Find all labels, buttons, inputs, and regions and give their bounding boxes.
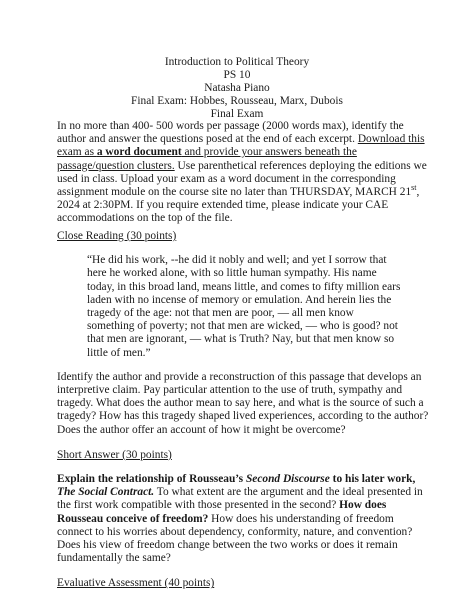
short-answer-question: Explain the relationship of Rousseau’s Second Discourse to his later work, The Social Contract. To what extent are the argument and the ideal presented in the first work compatible with those presented in the second? How does Rousseau conceive of freedom? How does his understanding of freedom connect to his worries about dependency, conformity, nature, and convention? Does his view of freedom change between the two works or does it remain fundamentally the same? xyxy=(57,473,423,565)
short-answer-heading: Short Answer (30 points) xyxy=(57,448,172,461)
exam-body xyxy=(57,120,429,591)
exam-title: Final Exam: Hobbes, Rousseau, Marx, Dubois xyxy=(131,95,343,107)
second-discourse-title: Second Discourse xyxy=(245,473,330,486)
social-contract-title: The Social Contract. xyxy=(57,486,155,499)
evaluative-heading: Evaluative Assessment (40 points) xyxy=(57,577,215,590)
close-reading-question: Identify the author and provide a reconstruction of this passage that develops an interpretive claim. Pay particular attention to the use of truth, sympathy and tragedy. What does the author mean to say here, and what is the source of such a tragedy? How has this tragedy shaped lived experiences, according to the author? Does the author offer an account of how it might be overcome? xyxy=(57,370,429,436)
instructions-paragraph: In no more than 400- 500 words per passage (2000 words max), identify the author and answer the questions posed at the end of each excerpt. Download this exam as a word document and provide your answers beneath the passage/question clusters. Use parenthetical references deploying the editions we used in class. Upload your exam as a word document in the corresponding assignment module on the course site no later than THURSDAY, MARCH 21st, 2024 at 2:30PM. If you require extended time, please indicate your CAE accommodations on the top of the file. xyxy=(57,120,427,225)
course-title: Introduction to Political Theory xyxy=(164,56,310,68)
download-instruction: Download this exam as a word document and provide your answers beneath the passage/question clusters. xyxy=(57,133,425,172)
course-code: PS 10 xyxy=(223,69,251,81)
close-reading-heading: Close Reading (30 points) xyxy=(57,230,177,242)
due-time: , 2024 at 2:30PM. xyxy=(57,186,420,212)
exam-subtitle: Final Exam xyxy=(210,108,264,120)
word-document-emphasis: a word document xyxy=(96,146,182,159)
close-reading-quote: “He did his work, --he did it nobly and well; and yet I sorrow that here he worked alone, with so little human sympathy. His name today, in this broad land, means little, and comes to fifty million ears laden with no incense of memory or emulation. And herein lies the tragedy of the age: not that men are poor, — all men know something of poverty; not that men are wicked, — who is good? not that men are ignorant, — what is Truth? Nay, but that men know so little of men.” xyxy=(87,254,401,359)
exam-header xyxy=(0,56,474,121)
instructions-text: In no more than 400- 500 words per passage (2000 words max), identify the author and answer the questions posed at the end of each excerpt. xyxy=(57,120,404,146)
due-date-suffix: st xyxy=(411,183,417,193)
freedom-question: How does Rousseau conceive of freedom? xyxy=(57,499,387,525)
instructor-name: Natasha Piano xyxy=(204,82,270,94)
due-date: THURSDAY, MARCH 21 xyxy=(289,186,412,199)
